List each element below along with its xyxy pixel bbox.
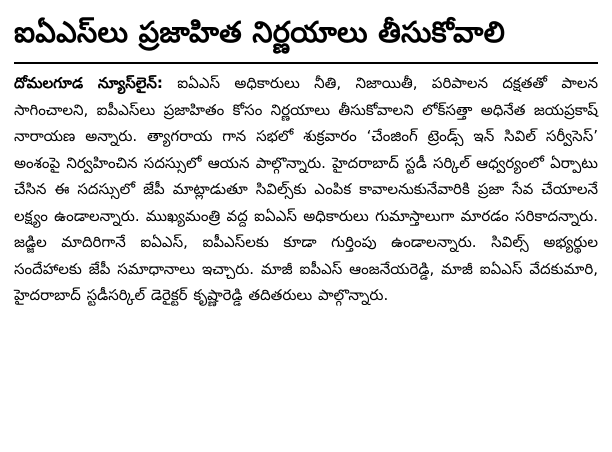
article-headline: ఐఏఎస్‌లు ప్రజాహిత నిర్ణయాలు తీసుకోవాలి — [14, 15, 506, 49]
article-body-text: ఐఏఎస్ అధికారులు నీతి, నిజాయితీ, పరిపాలన దక్షతతో పాలన సాగించాలని, ఐపీఎస్‌లు ప్రజాహితం కోసం నిర్ణయాలు తీసుకోవాలని లోక్‌సత్తా అధినేత జయప్రకాష్ నారాయణ అన్నారు. త్యాగరాయ గాన సభలో శుక్రవారం ‘చేంజింగ్ ట్రెండ్స్ ఇన్ సివిల్ సర్వీసెస్’ అంశంపై నిర్వహించిన సదస్సులో ఆయన పాల్గొన్నారు. హైదరాబాద్ స్టడీ సర్కిల్ ఆధ్వర్యంలో ఏర్పాటు చేసిన ఈ సదస్సులో జేపీ మాట్లాడుతూ సివిల్స్‌కు ఎంపిక కావాలనుకునేవారికి ప్రజా సేవ చేయాలనే లక్ష్యం ఉండాలన్నారు. ముఖ్యమంత్రి వద్ద ఐఏఎస్ అధికారులు గుమాస్తాలుగా మారడం సరికాదన్నారు. జడ్జిల మాదిరిగానే ఐఏఎస్, ఐపీఎస్‌లకు కూడా గుర్తింపు ఉండాలన్నారు. సివిల్స్ అభ్యర్థుల సందేహాలకు జేపీ సమాధానాలు ఇచ్చారు. మాజీ ఐపీఎస్ ఆంజనేయరెడ్డి, మాజీ ఐఏఎస్ వేదకుమారి, హైదరాబాద్ స్టడీసర్కిల్ డెరైక్టర్ కృష్ణారెడ్డి తదితరులు పాల్గొన్నారు. — [14, 74, 598, 304]
headline-divider — [14, 62, 598, 64]
article-body — [14, 70, 598, 309]
article-dateline: దోమలగూడ న్యూస్‌లైన్: — [14, 74, 163, 92]
